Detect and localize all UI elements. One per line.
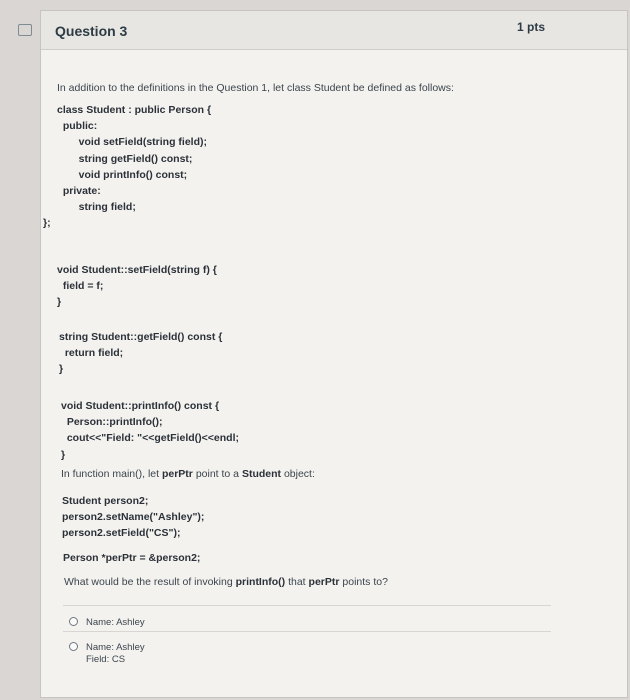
answer-line: Field: CS (86, 654, 126, 665)
question-title: Question 3 (55, 23, 128, 39)
code-line: } (59, 363, 64, 376)
code-line: string field; (67, 201, 136, 214)
question-header (41, 11, 627, 50)
main-code (62, 493, 204, 542)
code-line: return field; (59, 347, 124, 360)
bookmark-flag-icon[interactable] (18, 24, 32, 36)
answer-line: Name: Ashley (86, 642, 145, 653)
text-fragment: Student (241, 468, 282, 480)
answer-option-1[interactable] (69, 617, 145, 629)
answer-label: Name: Ashley (86, 617, 145, 628)
code-line: field = f; (57, 280, 104, 293)
code-line: void Student::printInfo() const { (61, 400, 220, 412)
print-info-definition (61, 398, 239, 463)
code-line: cout<<"Field: "<<getField()<<endl; (61, 432, 239, 445)
code-line: person2.setName("Ashley"); (62, 511, 205, 524)
text-fragment: What would be the result of invoking (64, 576, 236, 588)
code-line: Student person2; (62, 495, 149, 507)
text-fragment: printInfo() (235, 576, 286, 588)
radio-button-icon[interactable] (69, 642, 78, 651)
answer-divider (63, 631, 551, 632)
question-card (40, 10, 628, 698)
code-line: void printInfo() const; (67, 168, 188, 181)
code-line: }; (43, 217, 51, 230)
answer-label (86, 642, 145, 666)
code-line: string Student::getField() const { (59, 331, 223, 343)
question-intro: In addition to the definitions in the Question 1, let class Student be defined as follows: (57, 82, 454, 94)
text-fragment: perPtr (308, 576, 340, 588)
code-line: Person::printInfo(); (61, 416, 163, 429)
answer-divider (63, 605, 551, 606)
answer-option-2[interactable] (69, 642, 145, 666)
pointer-declaration: Person *perPtr = &person2; (63, 552, 201, 564)
question-prompt (64, 576, 388, 588)
code-line: person2.setField("CS"); (62, 527, 181, 540)
code-line: public: (57, 120, 98, 133)
text-fragment: perPtr (161, 468, 193, 480)
code-line: string getField() const; (67, 152, 193, 165)
code-line: } (57, 296, 62, 309)
text-fragment: points to? (339, 576, 388, 588)
text-fragment: In function main(), let (61, 468, 162, 480)
code-line: class Student : public Person { (57, 104, 212, 116)
text-fragment: that (285, 576, 309, 588)
radio-button-icon[interactable] (69, 617, 78, 626)
main-description (61, 468, 315, 480)
code-line: void setField(string field); (67, 136, 208, 149)
code-line: private: (57, 185, 101, 198)
question-points: 1 pts (516, 20, 545, 34)
set-field-definition (57, 262, 217, 311)
code-line: void Student::setField(string f) { (57, 264, 217, 276)
class-definition (43, 102, 212, 232)
text-fragment: object: (281, 468, 315, 480)
text-fragment: point to a (192, 468, 242, 480)
code-line: } (61, 448, 66, 461)
get-field-definition (59, 329, 222, 378)
